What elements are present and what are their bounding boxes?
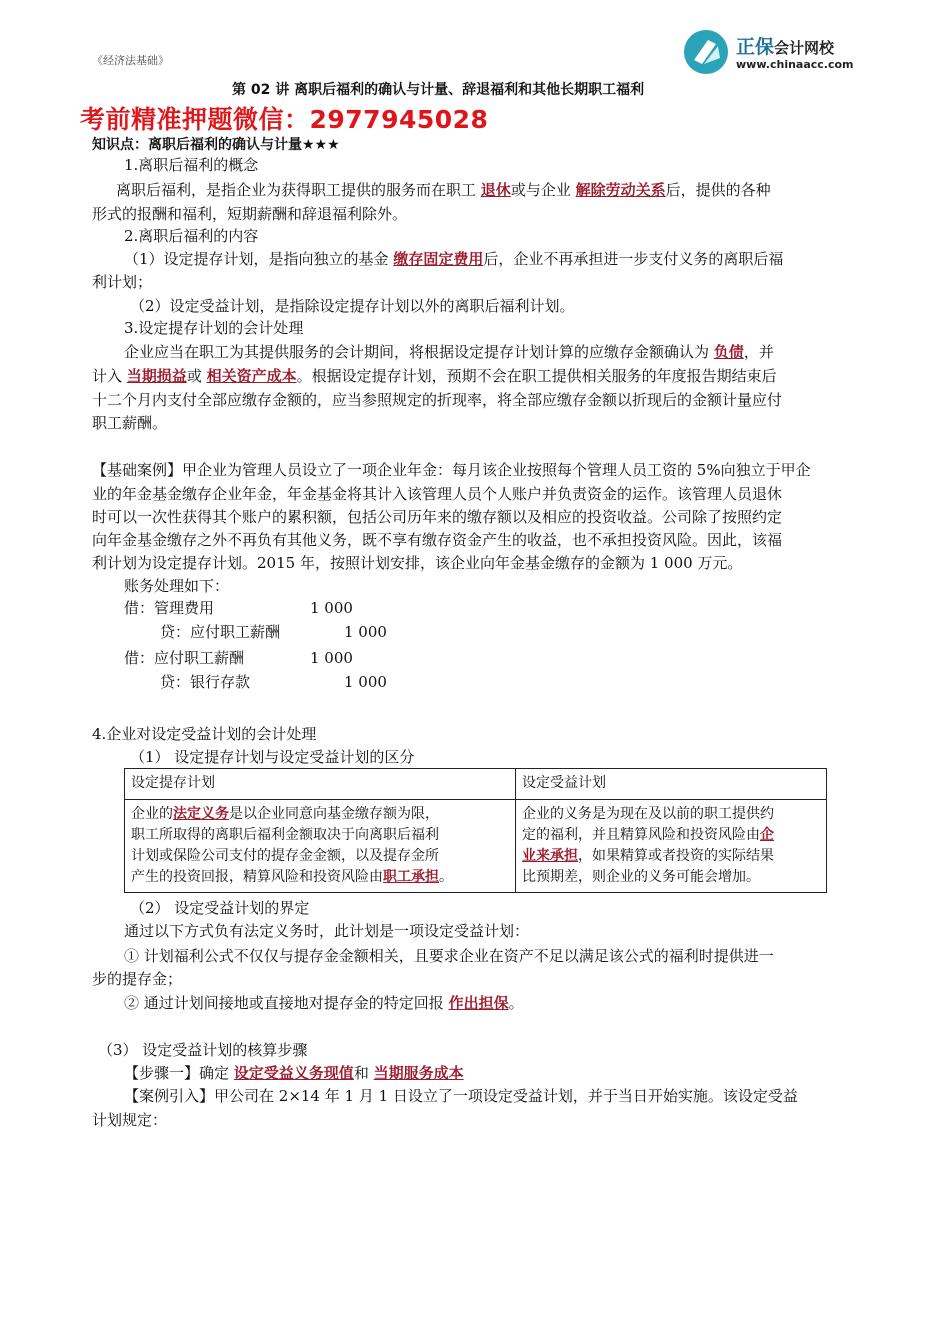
journal-entry: 借：管理费用 [124, 599, 215, 617]
text: 比预期差，则企业的义务可能会增加。 [522, 869, 760, 885]
subheading: （3） 设定受益计划的核算步骤 [98, 1041, 308, 1059]
journal-amount: 1 000 [310, 649, 353, 667]
section-4-title: 4.企业对设定受益计划的会计处理 [92, 725, 317, 743]
paragraph: 利计划； [92, 273, 153, 291]
keyword-pnl: 当期损益 [126, 367, 187, 385]
logo-icon [682, 28, 730, 76]
promo-banner: 考前精准押题微信：2977945028 [80, 105, 489, 134]
logo-sub: 会计网校 [774, 39, 835, 57]
text: 离职后福利，是指企业为获得职工提供的服务而在职工 [116, 181, 477, 199]
text: ，如果精算或者投资的实际结果 [578, 848, 774, 864]
paragraph [92, 366, 777, 386]
text: 企业应当在职工为其提供服务的会计期间，将根据设定提存计划计算的应缴存金额确认为 [124, 343, 710, 361]
paragraph [124, 993, 524, 1013]
paragraph: 计划规定： [92, 1111, 168, 1129]
paragraph: （2）设定受益计划，是指除设定提存计划以外的离职后福利计划。 [130, 297, 575, 315]
journal-entry: 贷：应付职工薪酬 [160, 623, 281, 641]
table-header-cell: 设定提存计划 [125, 769, 516, 800]
paragraph: 通过以下方式负有法定义务时，此计划是一项设定受益计划： [124, 922, 530, 940]
keyword-asset-cost: 相关资产成本 [206, 367, 297, 385]
paragraph: 【案例引入】甲公司在 2×14 年 1 月 1 日设立了一项设定受益计划，并于当日开始实施。该设定受益 [124, 1087, 798, 1105]
section-3-title: 3.设定提存计划的会计处理 [124, 319, 304, 337]
case-text: 业的年金基金缴存企业年金，年金基金将其计入该管理人员个人账户并负责资金的运作。该管理人员退休 [92, 485, 783, 503]
text: 。 [439, 869, 453, 885]
table-cell [125, 800, 516, 893]
knowledge-point: 知识点：离职后福利的确认与计量★★★ [92, 137, 340, 153]
table-header-row [125, 769, 827, 800]
case-text: 账务处理如下： [124, 577, 230, 595]
table-header-cell: 设定受益计划 [516, 769, 827, 800]
text: ，并 [743, 343, 774, 361]
keyword-liability: 负债 [713, 343, 744, 361]
table-row [125, 800, 827, 893]
keyword-obligation-pv: 设定受益义务现值 [233, 1064, 354, 1082]
text: 企业的 [131, 806, 173, 822]
text: 【步骤一】确定 [124, 1064, 230, 1082]
brand-logo [682, 28, 882, 78]
journal-amount: 1 000 [310, 599, 353, 617]
text: 计划或保险公司支付的提存金金额，以及提存金所 [131, 848, 439, 864]
keyword-service-cost: 当期服务成本 [373, 1064, 464, 1082]
text: 企业的义务是为现在及以前的职工提供约 [522, 806, 774, 822]
paragraph [116, 180, 771, 200]
comparison-table [124, 768, 827, 893]
keyword-terminate: 解除劳动关系 [575, 181, 666, 199]
paragraph [124, 249, 783, 269]
section-2-title: 2.离职后福利的内容 [124, 227, 259, 245]
keyword-enterprise-bears: 业来承担 [522, 848, 578, 864]
text: 和 [353, 1064, 369, 1082]
logo-url: www.chinaacc.com [736, 58, 854, 71]
keyword-fixed-fee: 缴存固定费用 [393, 250, 484, 268]
text: 后，提供的各种 [665, 181, 771, 199]
text: 或与企业 [510, 181, 571, 199]
text: 后，企业不再承担进一步支付义务的离职后福 [483, 250, 784, 268]
case-text: 利计划为设定提存计划。2015 年，按照计划安排，该企业向年金基金缴存的金额为 1 000 万元。 [92, 554, 743, 572]
journal-amount: 1 000 [344, 673, 387, 691]
case-text: 【基础案例】甲企业为管理人员设立了一项企业年金：每月该企业按照每个管理人员工资的 5%向独立于甲企 [92, 461, 811, 479]
table-cell [516, 800, 827, 893]
text: 或 [186, 367, 202, 385]
subheading: （2） 设定受益计划的界定 [130, 899, 310, 917]
paragraph: 步的提存金； [92, 970, 183, 988]
paragraph: ① 计划福利公式不仅仅与提存金金额相关，且要求企业在资产不足以满足该公式的福利时提供进一 [124, 947, 774, 965]
journal-amount: 1 000 [344, 623, 387, 641]
keyword-retire: 退休 [480, 181, 511, 199]
journal-entry: 贷：银行存款 [160, 673, 251, 691]
keyword-employee-bears: 职工承担 [383, 869, 439, 885]
paragraph: 十二个月内支付全部应缴存金额的，应当参照规定的折现率，将全部应缴存金额以折现后的金额计量应付 [92, 391, 783, 409]
text: 。根据设定提存计划，预期不会在职工提供相关服务的年度报告期结束后 [296, 367, 777, 385]
text: 是以企业同意向基金缴存额为限， [229, 806, 439, 822]
keyword-enterprise: 企 [760, 827, 774, 843]
text: 。 [508, 994, 524, 1012]
subheading: （1） 设定提存计划与设定受益计划的区分 [130, 748, 415, 766]
text: 职工所取得的离职后福利金额取决于向离职后福利 [131, 827, 439, 843]
keyword-guarantee: 作出担保 [448, 994, 509, 1012]
header-tag: 《经济法基础》 [92, 54, 169, 67]
paragraph [124, 342, 774, 362]
text: ② 通过计划间接地或直接地对提存金的特定回报 [124, 994, 444, 1012]
keyword-legal-obligation: 法定义务 [173, 806, 229, 822]
text: （1）设定提存计划，是指向独立的基金 [124, 250, 389, 268]
paragraph: 形式的报酬和福利，短期薪酬和辞退福利除外。 [92, 205, 408, 223]
text: 计入 [92, 367, 123, 385]
text: 产生的投资回报，精算风险和投资风险由 [131, 869, 383, 885]
paragraph: 职工薪酬。 [92, 414, 168, 432]
lecture-title: 第 02 讲 离职后福利的确认与计量、辞退福利和其他长期职工福利 [232, 82, 645, 98]
journal-entry: 借：应付职工薪酬 [124, 649, 245, 667]
case-text: 向年金基金缴存之外不再负有其他义务，既不享有缴存资金产生的收益，也不承担投资风险。因此，该福 [92, 531, 783, 549]
logo-brand: 正保 [736, 36, 775, 58]
section-1-title: 1.离职后福利的概念 [124, 156, 259, 174]
paragraph [124, 1063, 464, 1083]
text: 定的福利，并且精算风险和投资风险由 [522, 827, 760, 843]
case-text: 时可以一次性获得其个账户的累积额，包括公司历年来的缴存额以及相应的投资收益。公司除了按照约定 [92, 508, 783, 526]
